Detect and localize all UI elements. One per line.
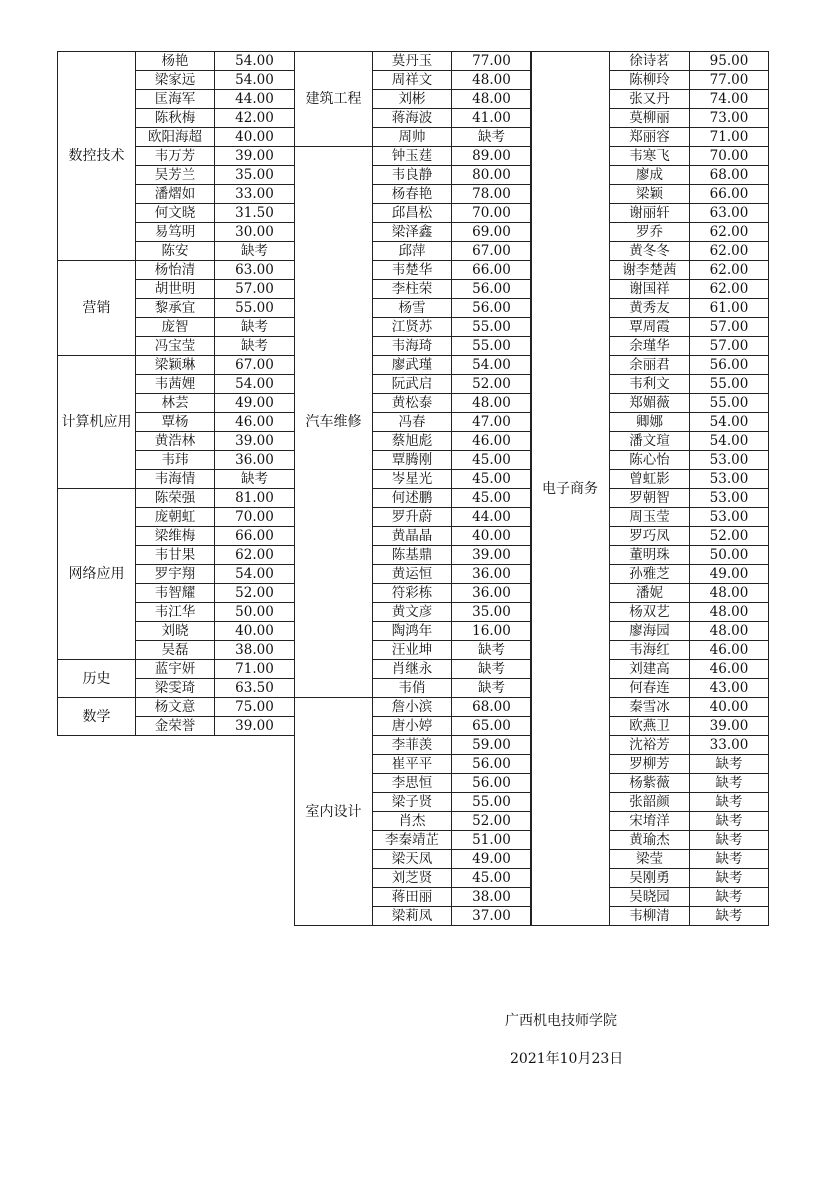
student-score: 37.00 xyxy=(452,907,532,926)
student-score: 缺考 xyxy=(452,641,532,660)
student-name: 罗朝智 xyxy=(610,489,690,508)
student-name: 肖继永 xyxy=(373,660,452,679)
student-score: 缺考 xyxy=(690,812,769,831)
major-cell: 室内设计 xyxy=(295,698,373,926)
student-name: 梁莉凤 xyxy=(373,907,452,926)
student-name: 黄运恒 xyxy=(373,565,452,584)
student-score: 71.00 xyxy=(690,128,769,147)
table-row xyxy=(58,660,295,679)
student-name: 罗柳芳 xyxy=(610,755,690,774)
student-score: 40.00 xyxy=(215,128,295,147)
student-score: 56.00 xyxy=(452,755,532,774)
student-score: 35.00 xyxy=(215,166,295,185)
student-name: 罗升蔚 xyxy=(373,508,452,527)
student-score: 70.00 xyxy=(690,147,769,166)
student-name: 韦海情 xyxy=(136,470,215,489)
student-score: 39.00 xyxy=(452,546,532,565)
student-name: 阮武启 xyxy=(373,375,452,394)
student-name: 陶鸿年 xyxy=(373,622,452,641)
student-score: 51.00 xyxy=(452,831,532,850)
student-score: 39.00 xyxy=(690,717,769,736)
student-score: 52.00 xyxy=(215,584,295,603)
student-name: 韦柳清 xyxy=(610,907,690,926)
student-name: 庞智 xyxy=(136,318,215,337)
student-score: 46.00 xyxy=(690,641,769,660)
student-name: 谢李楚茜 xyxy=(610,261,690,280)
student-score: 80.00 xyxy=(452,166,532,185)
student-name: 杨春艳 xyxy=(373,185,452,204)
student-score: 68.00 xyxy=(690,166,769,185)
student-score: 89.00 xyxy=(452,147,532,166)
student-name: 陈基鼎 xyxy=(373,546,452,565)
student-score: 63.50 xyxy=(215,679,295,698)
student-name: 杨艳 xyxy=(136,52,215,71)
student-score: 缺考 xyxy=(690,850,769,869)
student-score: 71.00 xyxy=(215,660,295,679)
student-score: 55.00 xyxy=(452,793,532,812)
student-score: 67.00 xyxy=(452,242,532,261)
student-name: 何春连 xyxy=(610,679,690,698)
student-name: 韦俏 xyxy=(373,679,452,698)
student-name: 岑星光 xyxy=(373,470,452,489)
student-score: 缺考 xyxy=(452,660,532,679)
student-name: 江贤苏 xyxy=(373,318,452,337)
student-score: 56.00 xyxy=(452,280,532,299)
student-score: 35.00 xyxy=(452,603,532,622)
student-score: 36.00 xyxy=(452,584,532,603)
student-score: 70.00 xyxy=(215,508,295,527)
college-name: 广西机电技师学院 xyxy=(505,1013,617,1029)
student-name: 梁莹 xyxy=(610,850,690,869)
student-score: 38.00 xyxy=(452,888,532,907)
student-score: 48.00 xyxy=(690,584,769,603)
student-name: 董明珠 xyxy=(610,546,690,565)
student-score: 50.00 xyxy=(690,546,769,565)
student-score: 56.00 xyxy=(690,356,769,375)
student-name: 李柱荣 xyxy=(373,280,452,299)
student-name: 李菲羡 xyxy=(373,736,452,755)
student-name: 吴晓园 xyxy=(610,888,690,907)
student-name: 黄松泰 xyxy=(373,394,452,413)
student-name: 蔡旭彪 xyxy=(373,432,452,451)
student-score: 57.00 xyxy=(215,280,295,299)
student-score: 81.00 xyxy=(215,489,295,508)
student-name: 吴刚勇 xyxy=(610,869,690,888)
student-name: 梁子贤 xyxy=(373,793,452,812)
student-score: 39.00 xyxy=(215,717,295,736)
student-score: 54.00 xyxy=(215,71,295,90)
student-name: 韦智耀 xyxy=(136,584,215,603)
student-name: 余瑾华 xyxy=(610,337,690,356)
student-name: 易笃明 xyxy=(136,223,215,242)
student-name: 秦雪冰 xyxy=(610,698,690,717)
student-score: 45.00 xyxy=(452,489,532,508)
student-score: 36.00 xyxy=(215,451,295,470)
student-score: 55.00 xyxy=(690,394,769,413)
student-name: 廖海园 xyxy=(610,622,690,641)
student-name: 蒋田丽 xyxy=(373,888,452,907)
score-table-right xyxy=(530,51,769,926)
student-score: 56.00 xyxy=(452,774,532,793)
student-score: 53.00 xyxy=(690,451,769,470)
student-name: 黎承宜 xyxy=(136,299,215,318)
student-name: 覃周霞 xyxy=(610,318,690,337)
student-score: 缺考 xyxy=(690,831,769,850)
student-score: 48.00 xyxy=(690,622,769,641)
table-row xyxy=(58,52,295,71)
student-score: 57.00 xyxy=(690,318,769,337)
student-name: 宋堉洋 xyxy=(610,812,690,831)
student-score: 41.00 xyxy=(452,109,532,128)
student-name: 韦江华 xyxy=(136,603,215,622)
student-name: 欧燕卫 xyxy=(610,717,690,736)
student-name: 李思恒 xyxy=(373,774,452,793)
student-name: 蒋海波 xyxy=(373,109,452,128)
student-score: 77.00 xyxy=(452,52,532,71)
student-score: 缺考 xyxy=(690,888,769,907)
student-score: 缺考 xyxy=(215,337,295,356)
student-name: 吴芳兰 xyxy=(136,166,215,185)
student-score: 54.00 xyxy=(215,52,295,71)
student-name: 杨双艺 xyxy=(610,603,690,622)
table-row xyxy=(531,52,769,71)
student-score: 46.00 xyxy=(452,432,532,451)
student-score: 30.00 xyxy=(215,223,295,242)
student-name: 刘彬 xyxy=(373,90,452,109)
student-score: 53.00 xyxy=(690,508,769,527)
student-name: 罗乔 xyxy=(610,223,690,242)
student-score: 46.00 xyxy=(690,660,769,679)
student-name: 张又丹 xyxy=(610,90,690,109)
student-name: 符彩栋 xyxy=(373,584,452,603)
student-name: 梁颖琳 xyxy=(136,356,215,375)
student-score: 68.00 xyxy=(452,698,532,717)
student-name: 张韶颜 xyxy=(610,793,690,812)
student-name: 刘建高 xyxy=(610,660,690,679)
student-score: 55.00 xyxy=(452,337,532,356)
student-score: 59.00 xyxy=(452,736,532,755)
student-score: 63.00 xyxy=(215,261,295,280)
student-score: 40.00 xyxy=(690,698,769,717)
student-score: 46.00 xyxy=(215,413,295,432)
student-name: 李秦靖芷 xyxy=(373,831,452,850)
student-score: 40.00 xyxy=(215,622,295,641)
student-name: 冯宝莹 xyxy=(136,337,215,356)
student-name: 谢国祥 xyxy=(610,280,690,299)
student-name: 韦寒飞 xyxy=(610,147,690,166)
student-score: 65.00 xyxy=(452,717,532,736)
major-cell: 数控技术 xyxy=(58,52,136,261)
student-name: 刘晓 xyxy=(136,622,215,641)
student-score: 40.00 xyxy=(452,527,532,546)
student-name: 廖成 xyxy=(610,166,690,185)
student-score: 52.00 xyxy=(690,527,769,546)
student-score: 缺考 xyxy=(452,679,532,698)
student-score: 33.00 xyxy=(690,736,769,755)
student-score: 47.00 xyxy=(452,413,532,432)
student-name: 黄冬冬 xyxy=(610,242,690,261)
student-score: 48.00 xyxy=(452,90,532,109)
student-score: 39.00 xyxy=(215,432,295,451)
student-name: 潘妮 xyxy=(610,584,690,603)
table-row xyxy=(58,698,295,717)
student-score: 75.00 xyxy=(215,698,295,717)
major-cell: 汽车维修 xyxy=(295,147,373,698)
student-name: 罗巧凤 xyxy=(610,527,690,546)
student-score: 42.00 xyxy=(215,109,295,128)
score-table-middle xyxy=(294,51,532,926)
student-score: 54.00 xyxy=(215,375,295,394)
student-name: 梁颖 xyxy=(610,185,690,204)
student-name: 庞朝虹 xyxy=(136,508,215,527)
student-name: 廖武瑾 xyxy=(373,356,452,375)
student-name: 陈荣强 xyxy=(136,489,215,508)
student-name: 梁雯琦 xyxy=(136,679,215,698)
student-name: 黄晶晶 xyxy=(373,527,452,546)
student-score: 55.00 xyxy=(690,375,769,394)
student-score: 39.00 xyxy=(215,147,295,166)
student-score: 49.00 xyxy=(690,565,769,584)
issue-date: 2021年10月23日 xyxy=(510,1051,624,1067)
student-score: 缺考 xyxy=(690,755,769,774)
student-score: 缺考 xyxy=(690,793,769,812)
student-score: 63.00 xyxy=(690,204,769,223)
student-score: 62.00 xyxy=(690,261,769,280)
student-name: 崔平平 xyxy=(373,755,452,774)
table-row xyxy=(295,698,532,717)
student-name: 郑媚薇 xyxy=(610,394,690,413)
student-name: 詹小滨 xyxy=(373,698,452,717)
student-name: 梁天凤 xyxy=(373,850,452,869)
student-name: 覃腾刚 xyxy=(373,451,452,470)
student-score: 54.00 xyxy=(690,432,769,451)
student-name: 韦利文 xyxy=(610,375,690,394)
student-name: 沈裕芳 xyxy=(610,736,690,755)
student-name: 汪业坤 xyxy=(373,641,452,660)
student-score: 55.00 xyxy=(215,299,295,318)
student-score: 66.00 xyxy=(690,185,769,204)
student-score: 31.50 xyxy=(215,204,295,223)
student-name: 杨怡清 xyxy=(136,261,215,280)
student-score: 52.00 xyxy=(452,375,532,394)
student-score: 61.00 xyxy=(690,299,769,318)
student-score: 53.00 xyxy=(690,470,769,489)
student-name: 谢丽轩 xyxy=(610,204,690,223)
student-name: 曾虹影 xyxy=(610,470,690,489)
student-name: 韦万芳 xyxy=(136,147,215,166)
student-name: 潘熠如 xyxy=(136,185,215,204)
student-score: 62.00 xyxy=(690,242,769,261)
student-name: 卿娜 xyxy=(610,413,690,432)
student-name: 陈安 xyxy=(136,242,215,261)
major-cell: 数学 xyxy=(58,698,136,736)
student-name: 韦茜娌 xyxy=(136,375,215,394)
student-name: 余丽君 xyxy=(610,356,690,375)
student-score: 57.00 xyxy=(690,337,769,356)
student-name: 杨雪 xyxy=(373,299,452,318)
student-score: 49.00 xyxy=(452,850,532,869)
student-name: 蓝宇妍 xyxy=(136,660,215,679)
student-score: 52.00 xyxy=(452,812,532,831)
student-name: 莫丹玉 xyxy=(373,52,452,71)
student-name: 韦良静 xyxy=(373,166,452,185)
student-name: 周祥文 xyxy=(373,71,452,90)
student-score: 缺考 xyxy=(690,774,769,793)
student-score: 69.00 xyxy=(452,223,532,242)
student-name: 郑丽容 xyxy=(610,128,690,147)
student-score: 78.00 xyxy=(452,185,532,204)
table-row xyxy=(58,356,295,375)
student-score: 54.00 xyxy=(452,356,532,375)
student-score: 缺考 xyxy=(690,869,769,888)
student-score: 16.00 xyxy=(452,622,532,641)
student-name: 韦海红 xyxy=(610,641,690,660)
student-score: 62.00 xyxy=(690,223,769,242)
major-cell: 网络应用 xyxy=(58,489,136,660)
student-score: 53.00 xyxy=(690,489,769,508)
student-name: 陈柳玲 xyxy=(610,71,690,90)
student-score: 62.00 xyxy=(215,546,295,565)
student-score: 73.00 xyxy=(690,109,769,128)
student-score: 48.00 xyxy=(452,71,532,90)
student-name: 徐诗茗 xyxy=(610,52,690,71)
student-score: 缺考 xyxy=(215,470,295,489)
student-score: 54.00 xyxy=(215,565,295,584)
student-name: 覃杨 xyxy=(136,413,215,432)
student-name: 韦甘果 xyxy=(136,546,215,565)
student-score: 49.00 xyxy=(215,394,295,413)
student-score: 66.00 xyxy=(452,261,532,280)
student-name: 欧阳海超 xyxy=(136,128,215,147)
student-name: 梁维梅 xyxy=(136,527,215,546)
student-name: 邱昌松 xyxy=(373,204,452,223)
student-score: 33.00 xyxy=(215,185,295,204)
student-name: 邱萍 xyxy=(373,242,452,261)
student-name: 黄秀友 xyxy=(610,299,690,318)
major-cell: 计算机应用 xyxy=(58,356,136,489)
major-cell: 营销 xyxy=(58,261,136,356)
student-name: 莫柳丽 xyxy=(610,109,690,128)
student-score: 45.00 xyxy=(452,470,532,489)
student-name: 陈心怡 xyxy=(610,451,690,470)
major-cell: 历史 xyxy=(58,660,136,698)
student-score: 50.00 xyxy=(215,603,295,622)
student-name: 梁家远 xyxy=(136,71,215,90)
student-name: 杨文意 xyxy=(136,698,215,717)
major-cell: 建筑工程 xyxy=(295,52,373,147)
student-score: 95.00 xyxy=(690,52,769,71)
table-row xyxy=(58,489,295,508)
student-name: 潘文瑄 xyxy=(610,432,690,451)
student-score: 66.00 xyxy=(215,527,295,546)
table-row xyxy=(295,52,532,71)
student-name: 何述鹏 xyxy=(373,489,452,508)
student-score: 77.00 xyxy=(690,71,769,90)
student-score: 48.00 xyxy=(452,394,532,413)
major-cell: 电子商务 xyxy=(531,52,610,926)
student-score: 36.00 xyxy=(452,565,532,584)
student-name: 韦海琦 xyxy=(373,337,452,356)
student-name: 罗宇翔 xyxy=(136,565,215,584)
student-score: 56.00 xyxy=(452,299,532,318)
student-score: 62.00 xyxy=(690,280,769,299)
student-name: 匡海军 xyxy=(136,90,215,109)
student-name: 韦玮 xyxy=(136,451,215,470)
student-score: 38.00 xyxy=(215,641,295,660)
student-score: 45.00 xyxy=(452,451,532,470)
student-score: 缺考 xyxy=(215,242,295,261)
student-name: 黄瑜杰 xyxy=(610,831,690,850)
student-name: 孙雅芝 xyxy=(610,565,690,584)
student-name: 肖杰 xyxy=(373,812,452,831)
student-name: 林芸 xyxy=(136,394,215,413)
student-name: 唐小婷 xyxy=(373,717,452,736)
student-score: 48.00 xyxy=(690,603,769,622)
student-name: 杨紫薇 xyxy=(610,774,690,793)
student-score: 67.00 xyxy=(215,356,295,375)
student-score: 70.00 xyxy=(452,204,532,223)
student-name: 钟玉莛 xyxy=(373,147,452,166)
student-name: 吴磊 xyxy=(136,641,215,660)
student-name: 梁泽鑫 xyxy=(373,223,452,242)
student-name: 周帅 xyxy=(373,128,452,147)
student-score: 54.00 xyxy=(690,413,769,432)
student-name: 黄文彦 xyxy=(373,603,452,622)
student-name: 周玉莹 xyxy=(610,508,690,527)
student-score: 55.00 xyxy=(452,318,532,337)
student-name: 刘芝贤 xyxy=(373,869,452,888)
student-score: 74.00 xyxy=(690,90,769,109)
student-score: 43.00 xyxy=(690,679,769,698)
student-name: 陈秋梅 xyxy=(136,109,215,128)
student-score: 缺考 xyxy=(452,128,532,147)
student-score: 缺考 xyxy=(215,318,295,337)
student-name: 金荣誉 xyxy=(136,717,215,736)
student-name: 韦楚华 xyxy=(373,261,452,280)
score-table-left xyxy=(57,51,295,736)
student-score: 缺考 xyxy=(690,907,769,926)
student-name: 何文晓 xyxy=(136,204,215,223)
student-name: 黄浩林 xyxy=(136,432,215,451)
student-score: 44.00 xyxy=(452,508,532,527)
table-row xyxy=(295,147,532,166)
student-score: 45.00 xyxy=(452,869,532,888)
student-name: 冯春 xyxy=(373,413,452,432)
student-name: 胡世明 xyxy=(136,280,215,299)
table-row xyxy=(58,261,295,280)
student-score: 44.00 xyxy=(215,90,295,109)
